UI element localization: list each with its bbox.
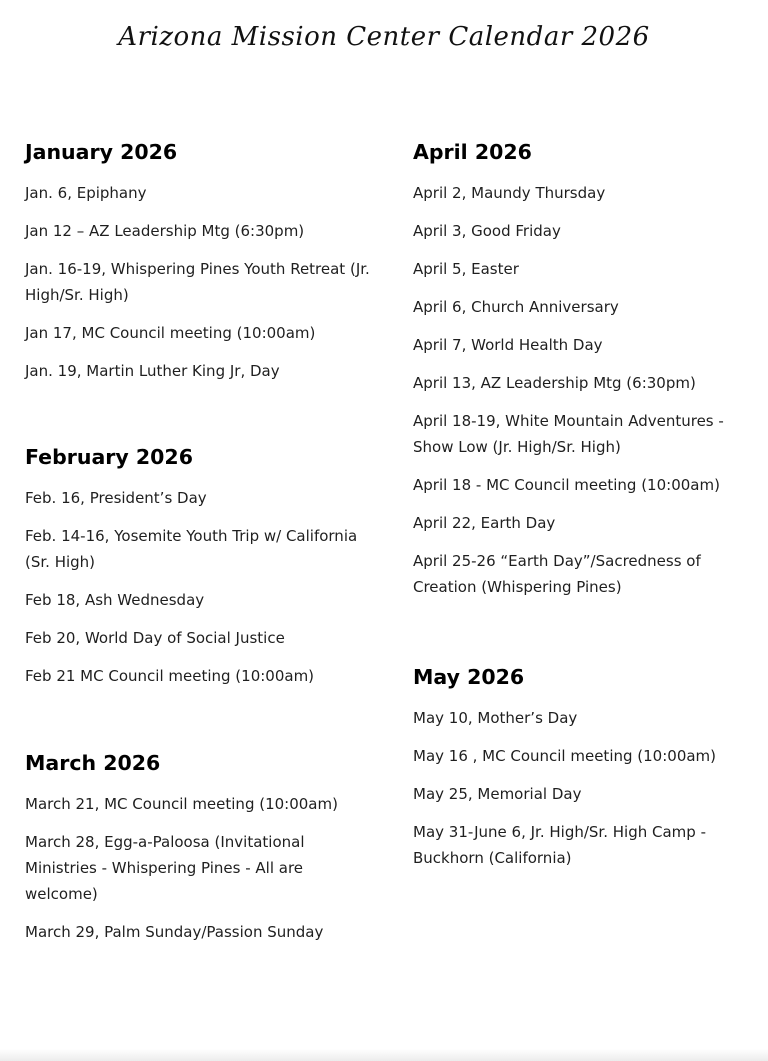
event-item: April 18-19, White Mountain Adventures - Show Low (Jr. High/Sr. High)	[413, 412, 724, 456]
event-item: March 29, Palm Sunday/Passion Sunday	[25, 923, 324, 941]
left-column	[25, 138, 370, 957]
event-item: Jan. 19, Martin Luther King Jr, Day	[25, 362, 280, 380]
event-item: Jan 12 – AZ Leadership Mtg (6:30pm)	[25, 222, 305, 240]
section-spacer	[25, 701, 370, 749]
event-item: May 31-June 6, Jr. High/Sr. High Camp - Buckhorn (California)	[413, 823, 706, 867]
event-item: May 16 , MC Council meeting (10:00am)	[413, 747, 717, 765]
event-item: April 18 - MC Council meeting (10:00am)	[413, 476, 720, 494]
event-item: April 7, World Health Day	[413, 336, 603, 354]
event-item: March 28, Egg-a-Paloosa (Invitational Ministries - Whispering Pines - All are welcome)	[25, 833, 305, 903]
section-spacer	[25, 396, 370, 443]
event-item: Feb. 16, President’s Day	[25, 489, 207, 507]
event-item: Jan. 6, Epiphany	[25, 184, 147, 202]
event-item: Jan. 16-19, Whispering Pines Youth Retreat (Jr. High/Sr. High)	[25, 260, 370, 304]
month-heading-may: May 2026	[413, 665, 525, 689]
month-heading-february: February 2026	[25, 445, 193, 469]
event-item: April 2, Maundy Thursday	[413, 184, 606, 202]
event-item: March 21, MC Council meeting (10:00am)	[25, 795, 338, 813]
month-section-february	[25, 443, 370, 689]
event-item: April 3, Good Friday	[413, 222, 561, 240]
month-section-april	[413, 138, 743, 600]
page-title: Arizona Mission Center Calendar 2026	[118, 22, 650, 52]
event-item: May 25, Memorial Day	[413, 785, 582, 803]
event-item: April 22, Earth Day	[413, 514, 556, 532]
event-item: Feb 20, World Day of Social Justice	[25, 629, 285, 647]
event-item: April 5, Easter	[413, 260, 519, 278]
section-spacer	[413, 612, 743, 663]
month-section-january	[25, 138, 370, 384]
month-heading-january: January 2026	[25, 140, 178, 164]
event-item: April 13, AZ Leadership Mtg (6:30pm)	[413, 374, 696, 392]
event-item: Feb. 14-16, Yosemite Youth Trip w/ California (Sr. High)	[25, 527, 358, 571]
event-item: May 10, Mother’s Day	[413, 709, 578, 727]
event-item: Feb 21 MC Council meeting (10:00am)	[25, 667, 315, 685]
month-heading-march: March 2026	[25, 751, 161, 775]
event-item: Feb 18, Ash Wednesday	[25, 591, 205, 609]
event-item: April 6, Church Anniversary	[413, 298, 619, 316]
month-heading-april: April 2026	[413, 140, 532, 164]
event-item: April 25-26 “Earth Day”/Sacredness of Creation (Whispering Pines)	[413, 552, 701, 596]
month-section-may	[413, 663, 743, 871]
page-bottom-shadow	[0, 1049, 768, 1061]
right-column	[413, 138, 743, 883]
event-item: Jan 17, MC Council meeting (10:00am)	[25, 324, 316, 342]
month-section-march	[25, 749, 370, 945]
